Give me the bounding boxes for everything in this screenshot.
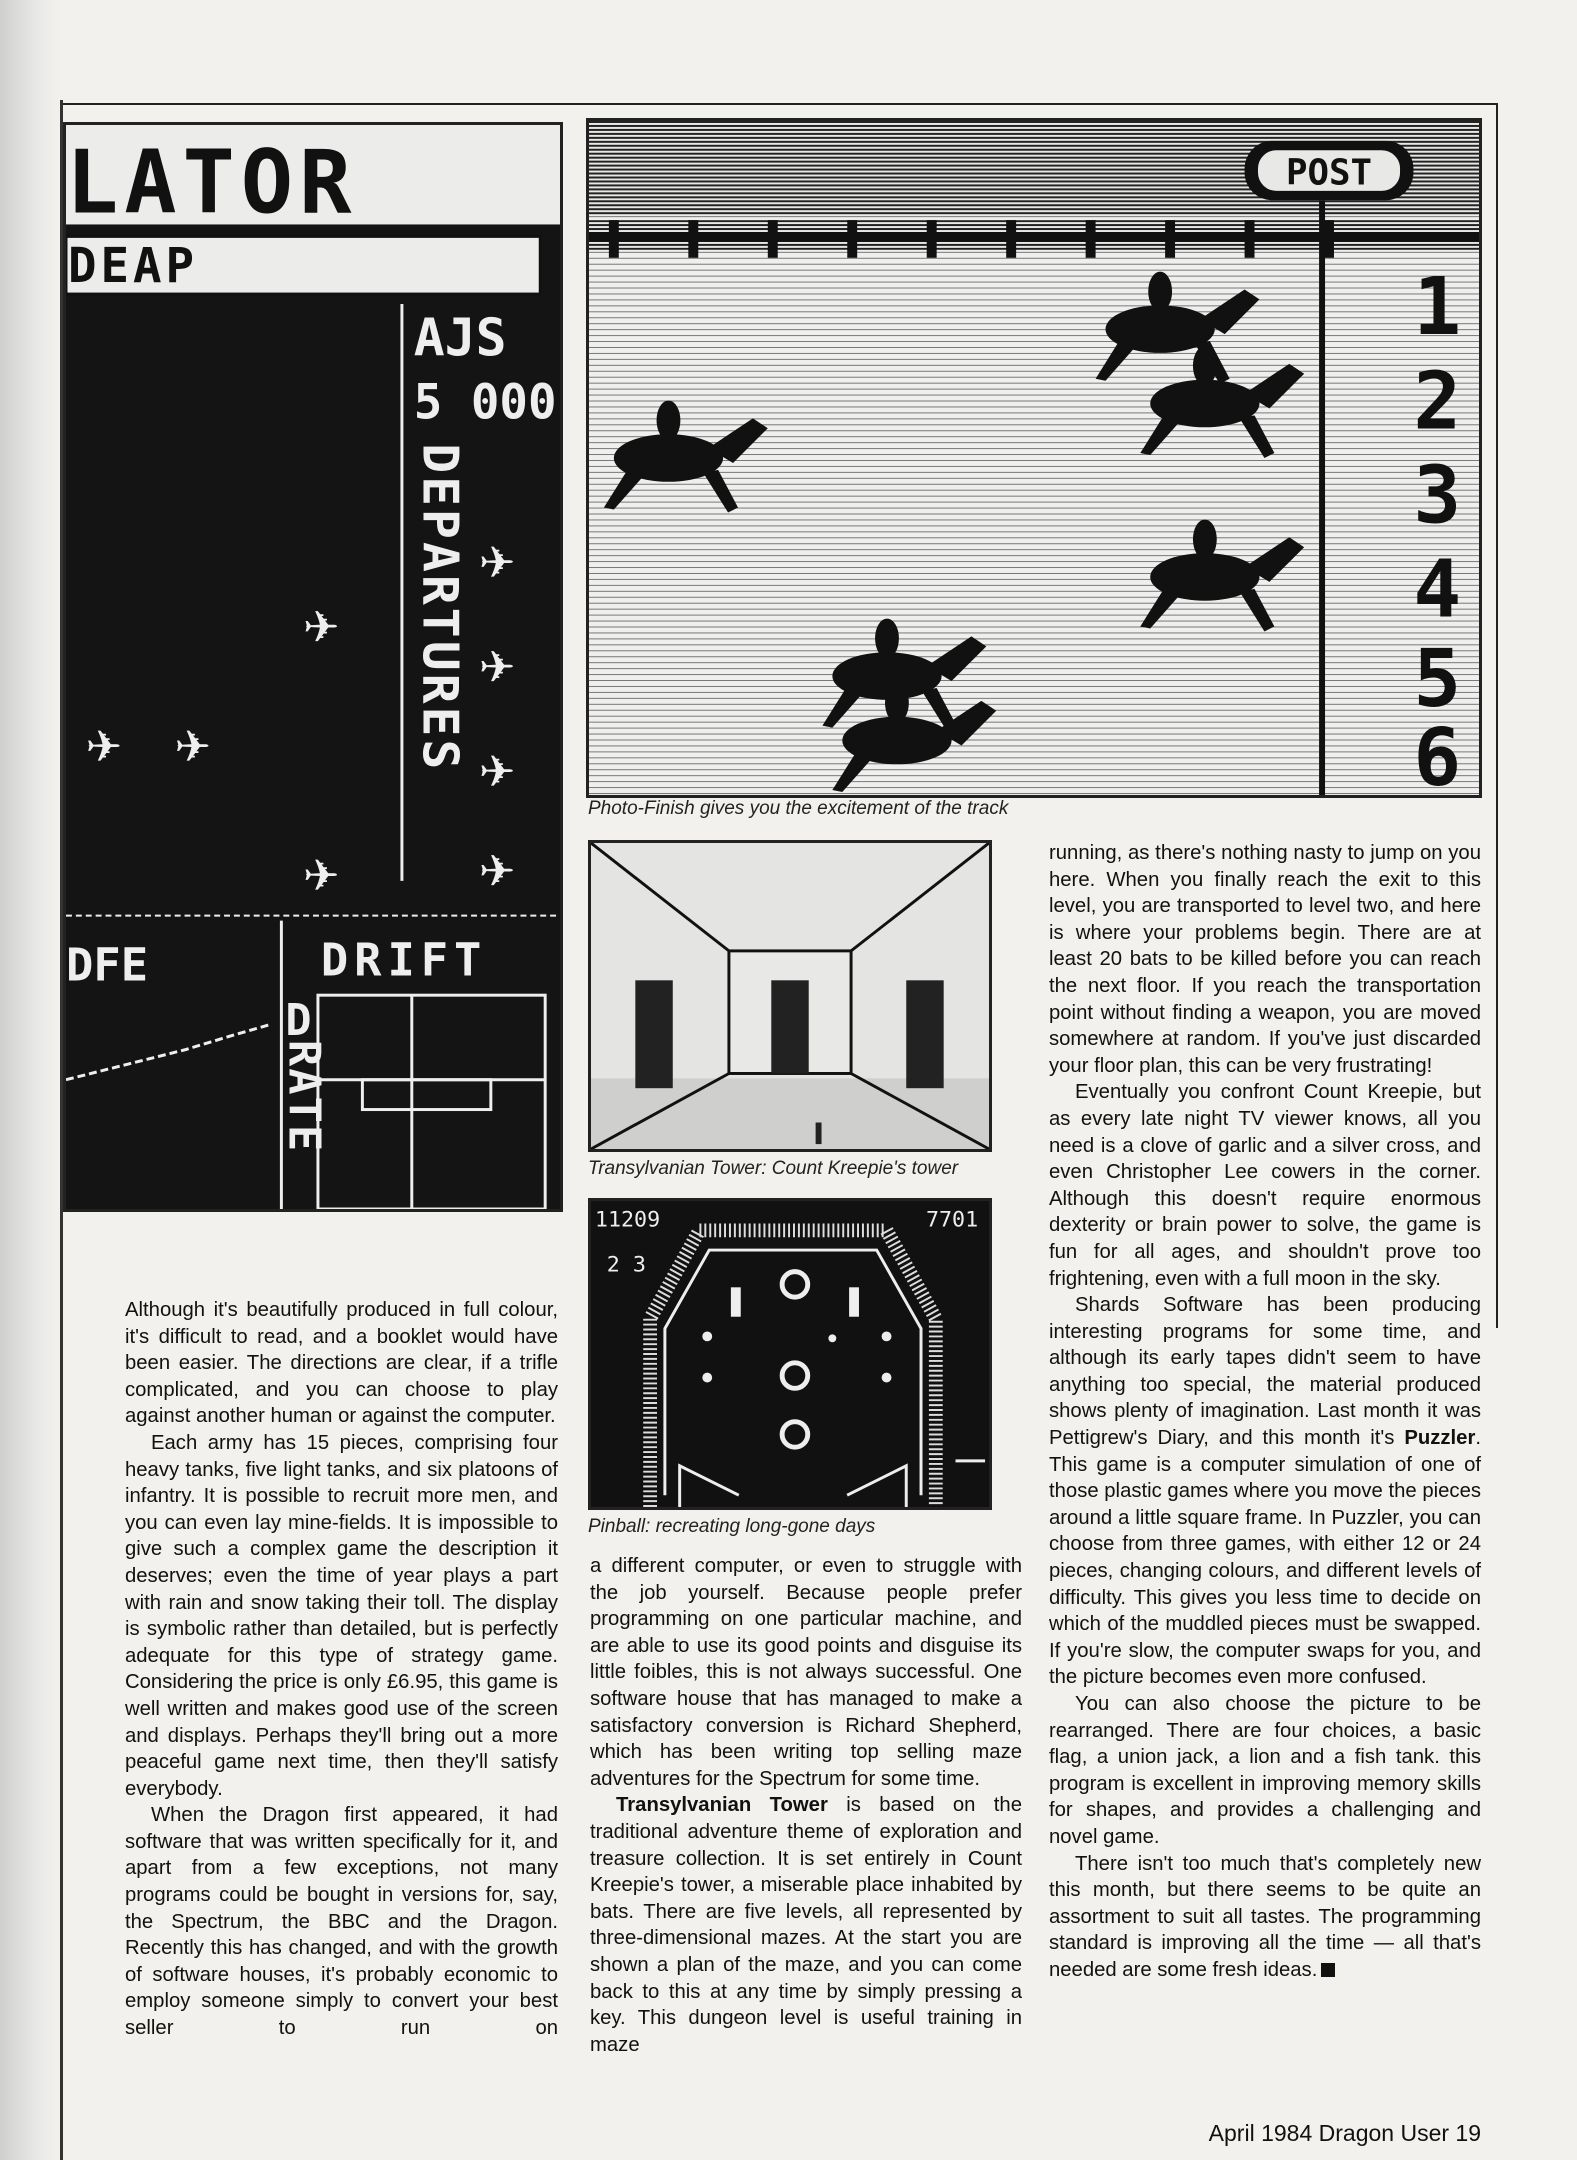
svg-text:✈: ✈ [478,846,516,897]
pinball-score-left: 11209 [594,1207,661,1233]
col3-paragraph-5: There isn't too much that's completely new this month, but there seems to be quite an assortment to suit all tastes. The programming standard is improving all the time — all that's needed are some fresh ideas. [1049,1852,1481,1981]
screen-drift: DRIFT [320,933,488,987]
svg-text:1: 1 [1413,260,1462,354]
article-column-1 [125,1297,558,2042]
svg-text:4: 4 [1413,542,1462,636]
col1-paragraph-2: Each army has 15 pieces, comprising four heavy tanks, five light tanks, and six platoons of infantry. It is possible to recruit more men, and you can even lay mine-fields. It is impossible to give such a complex game the description it deserves; even the time of year plays a part with rain and snow taking their toll. The display is symbolic rather than detailed, but is perfectly adequate for this type of strategy game. Considering the price is only £6.95, this game is well written and makes good use of the screen and displays. Perhaps they'll bring out a more peaceful game next time, then they'll satisfy everybody. [125,1431,558,1800]
screen-digits: 5 000 [413,375,557,431]
screen-vertical-top: AJS [413,308,507,369]
tower-maze-display [591,843,989,1149]
svg-text:✈: ✈ [303,851,340,902]
svg-text:✈: ✈ [303,603,340,654]
col1-paragraph-3: When the Dragon first appeared, it had software that was written specifically for it, and apart from a few exceptions, not many programs could be bought in versions for, say, the Spectrum, the BBC and the Dragon. Recently this has changed, and with the growth of software houses, it's probably economic to employ someone simply to convert your best seller to run on [125,1804,558,2040]
photo-finish-caption: Photo-Finish gives you the excitement of the track [588,798,1009,819]
transylvanian-caption: Transylvanian Tower: Count Kreepie's tower [588,1158,959,1179]
col3-paragraph-2: Eventually you confront Count Kreepie, but as every late night TV viewer knows, all you need is a clove of garlic and a silver cross, and even Christopher Lee cowers in the corner. Although this doesn't require enormous dexterity or brain power to solve, the game is fun for all ages, and shouldn't prove too frightening, even with a full moon in the sky. [1049,1081,1481,1290]
photo-finish-screenshot [586,118,1482,798]
post-sign: POST [1285,152,1373,194]
svg-text:✈: ✈ [478,538,516,589]
page-footer: April 1984 Dragon User 19 [1208,2120,1481,2146]
top-rule [63,103,1498,105]
col3-paragraph-1: running, as there's nothing nasty to jump on you here. When you finally reach the exit to this level, you are transported to level two, and here is where your problems begin. There are at least 20 bats to be killed before you can reach the next floor. If you reach the transportation point without finding a weapon, you are moved somewhere at random. If you've just discarded your floor plan, this can be very frustrating! [1049,842,1481,1077]
svg-text:5: 5 [1413,631,1462,725]
finish-numbers [1413,260,1461,795]
transylvanian-tower-title: Transylvanian Tower [616,1794,828,1817]
screen-d-label: D [285,995,312,1046]
svg-text:✈: ✈ [85,722,123,773]
air-traffic-screenshot [63,122,563,1212]
pinball-ball-info: 2 3 [606,1252,646,1278]
puzzler-title: Puzzler [1404,1427,1476,1450]
end-mark [1321,1963,1335,1977]
article-column-3 [1049,840,1481,1984]
page-binding-shadow [0,0,60,2160]
screen-rate: RATE [278,1039,329,1154]
col2-paragraph-2: Transylvanian Tower is based on the traditional adventure theme of exploration and treasure collection. It is set entirely in Count Kreepie's tower, a miserable place inhabited by bats. There are five levels, all represented by three-dimensional mazes. At the start you are shown a plan of the maze, and you can come back to this at any time by simply pressing a key. This dungeon level is useful training in maze [590,1794,1022,2056]
col2-paragraph-1: a different computer, or even to struggle with the job yourself. Because people prefer programming on one particular machine, and are able to use its good points and disguise its little foibles, this is not always successful. One software house that has managed to make a satisfactory conversion is Richard Shepherd, which has been writing top selling maze adventures for the Spectrum for some time. [590,1555,1022,1790]
svg-text:✈: ✈ [478,642,516,693]
article-column-2 [590,1553,1022,2058]
svg-text:6: 6 [1413,711,1462,795]
pinball-display [591,1201,989,1507]
pinball-screenshot [588,1198,992,1510]
svg-text:✈: ✈ [174,722,212,773]
pinball-caption: Pinball: recreating long-gone days [588,1516,876,1537]
svg-text:2: 2 [1413,354,1462,448]
col3-paragraph-4: You can also choose the picture to be rearranged. There are four choices, a basic flag, a union jack, a lion and a fish tank. this program is excellent in improving memory skills for shapes, and provides a challenging and novel game. [1049,1693,1481,1848]
screen-left-label: DFE [66,938,149,992]
screen-subtitle: DEAP [67,238,199,295]
pinball-score-right: 7701 [925,1207,979,1233]
right-rule [1496,103,1498,1328]
col3-paragraph-3: Shards Software has been producing interesting programs for some time, and although its early tapes didn't seem to have anything too special, the material produced shows plenty of imagination. Last month it was Pettigrew's Diary, and this month it's Puzzler. This game is a computer simulation of one of those plastic games where you move the pieces around a little square frame. In Puzzler, you can choose from three games, with either 12 or 24 pieces, changing colours, and different levels of difficulty. This gives you less time to decide on which of the muddled pieces must be swapped. If you're slow, the computer swaps for you, and the picture becomes even more confused. [1049,1294,1481,1689]
svg-text:✈: ✈ [478,747,516,798]
svg-text:3: 3 [1413,448,1462,542]
photo-finish-display [589,121,1479,795]
screen-departures: DEPARTURES [411,443,470,773]
screen-title: LATOR [66,131,358,234]
air-traffic-display [66,125,560,1209]
transylvanian-tower-screenshot [588,840,992,1152]
col1-paragraph-1: Although it's beautifully produced in full colour, it's difficult to read, and a booklet would have been easier. The directions are clear, if a trifle complicated, and you can choose to play against another human or against the computer. [125,1299,558,1428]
